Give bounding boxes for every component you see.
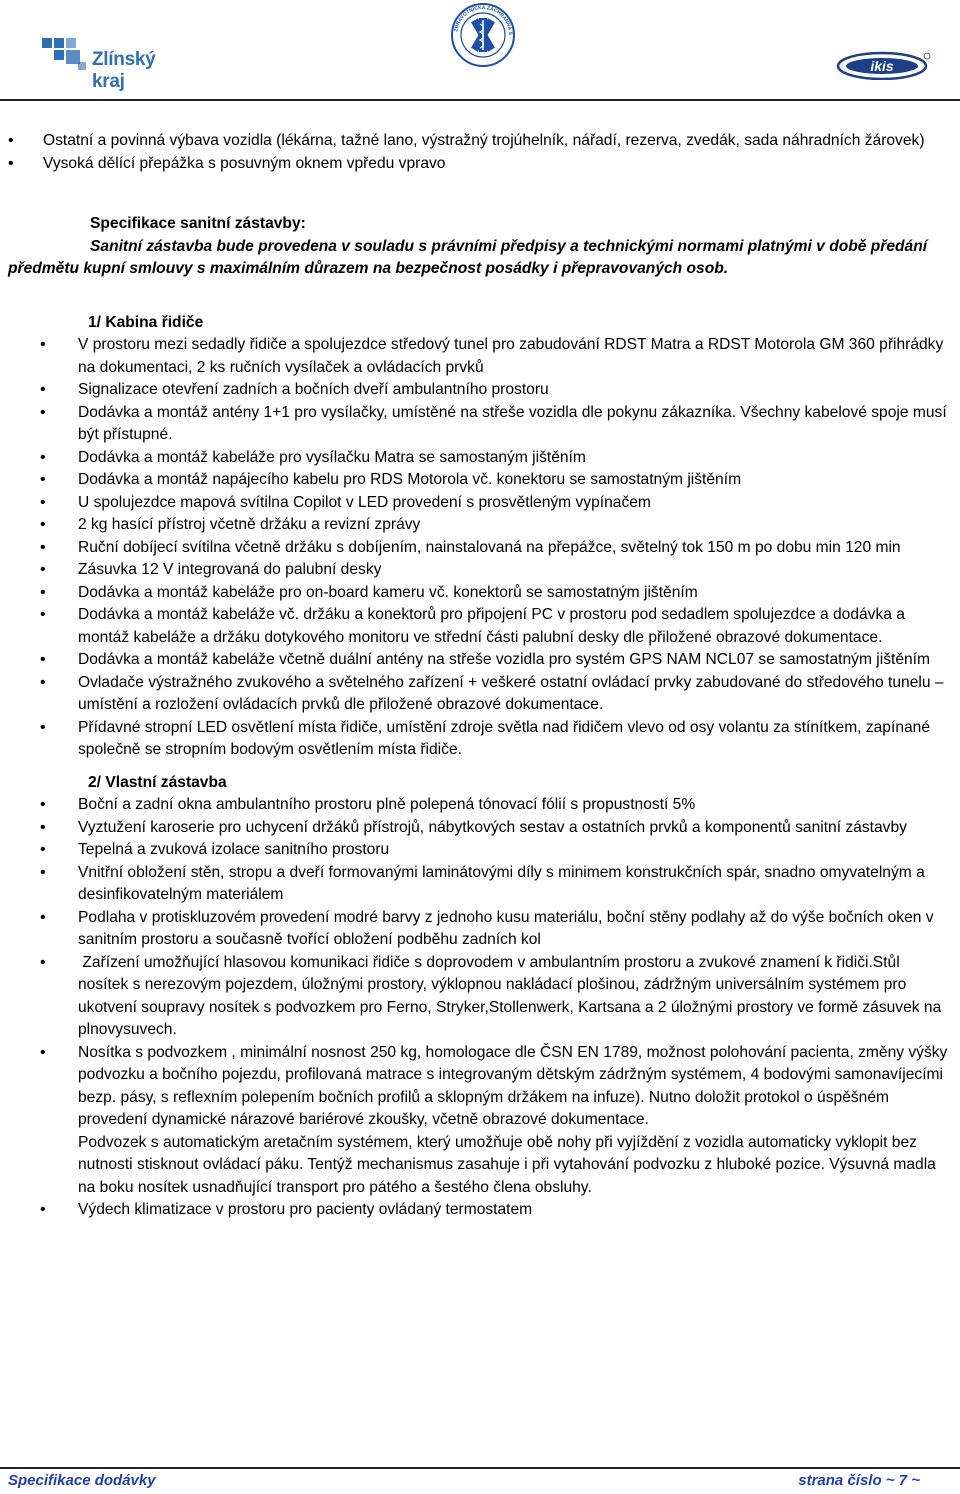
bullet-icon: • [40, 583, 46, 601]
spec-text: Sanitní zástavba bude provedena v souladu s právními předpisy a technickými normami platnými v době předání předmětu kupní smlouvy s maximálním důrazem na bezpečnost posádky i přepravovaných osob. [8, 237, 928, 277]
page-header [0, 0, 960, 100]
bullet-icon: • [40, 561, 46, 578]
section-1-title: 1/ Kabina řidiče [88, 313, 204, 331]
list-item: • 2 kg hasící přístroj včetně držáku a revizní zprávy [0, 514, 960, 537]
bullet-icon: • [40, 538, 46, 556]
bullet-icon: • [40, 336, 46, 353]
list-item: • Dodávka a montáž antény 1+1 pro vysílačky, umístěné na střeše vozidla dle pokynu zákazníka. Všechny kabelové spoje musí být přístupné. [40, 403, 947, 443]
list-item: • Vysoká dělící přepážka s posuvným oknem vpředu vpravo [0, 153, 960, 176]
logo-left-text: Zlínský kraj [92, 49, 156, 92]
list-item: • Přídavné stropní LED osvětlení místa řidiče, umístění zdroje světla nad řidičem vlevo od osy volantu za stínítkem, zapínané společně se stropním bodovým osvětlením místa řidiče. [40, 718, 931, 758]
bullet-icon: • [8, 154, 14, 172]
section-1-list [0, 334, 960, 762]
bullet-icon: • [40, 796, 46, 813]
list-item: • Ovladače výstražného zvukového a světelného zařízení + veškeré ostatní ovládací prvky zabudované do středového tunelu – umístění a rozložení ovládacích prvků dle přiložené obrazové dokumentace. [40, 673, 944, 713]
page-number: strana číslo ~ 7 ~ [798, 1472, 920, 1489]
list-item: • V prostoru mezi sedadly řidiče a spolujezdce středový tunel pro zabudování RDST Matra a RDST Motorola GM 360 přihrádky na dokumentaci, 2 ks ručních vysílaček a ovládacích prvků [40, 336, 944, 376]
section-2-title: 2/ Vlastní zástavba [88, 773, 227, 791]
bullet-icon: • [40, 493, 46, 511]
list-item: • Výdech klimatizace v prostoru pro pacienty ovládaný termostatem [0, 1199, 960, 1222]
bullet-icon: • [40, 381, 46, 398]
header-divider [0, 99, 960, 101]
list-item: • Ostatní a povinná výbava vozidla (lékárna, tažné lano, výstražný trojúhelník, nářadí, rezerva, zvedák, sada náhradních žárovek) [0, 130, 960, 153]
section-2-list [0, 794, 960, 1222]
bullet-icon: • [40, 1201, 46, 1218]
logo-right-text: ikis [870, 58, 894, 74]
list-item: • Zařízení umožňující hlasovou komunikaci řidiče s doprovodem v ambulantním prostoru a zvukové znamení k řidiči.Stůl nosítek s nerezovým pojezdem, úložnými prostory, výklopnou nakládací plošinou, zádržným universálním systémem pro ukotvení soupravy nosítek s podvozkem pro Ferno, Stryker,Stollenwerk, Kartsana a 2 úložnými prostory ve formě zásuvek na plnovysuvech. [40, 953, 946, 1038]
zlinsky-kraj-logo [42, 38, 192, 92]
list-item: • Ruční dobíjecí svítilna včetně držáku s dobíjením, nainstalovaná na přepážce, světelný tok 150 m po dobu min 120 min [0, 537, 960, 560]
bullet-icon: • [40, 448, 46, 466]
footer-divider [0, 1467, 960, 1469]
list-item: Podvozek s automatickým aretačním systémem, který umožňuje obě nohy při vyjíždění z vozidla automaticky vyklopit bez nutnosti stisknout ovládací páku. Tentýž mechanismus zasahuje i při vytahování podvozku z hluboké pozice. Výsuvná madla na boku nosítek usnadňující transport pro pátého a šestého člena obsluhy. [78, 1133, 936, 1196]
list-item: • Dodávka a montáž kabeláže pro on-board kameru vč. konektorů se samostatným jištěním [0, 582, 960, 605]
equipment-list [0, 130, 960, 175]
bullet-icon: • [40, 606, 46, 623]
list-item: • Dodávka a montáž kabeláže včetně duální antény na střeše vozidla pro systém GPS NAM NCL07 se samostatným jištěním [0, 649, 960, 672]
list-item: • Signalizace otevření zadních a bočních dveří ambulantního prostoru [0, 379, 960, 402]
bullet-icon: • [40, 953, 46, 971]
document-body [0, 130, 960, 1222]
list-item: • Vyztužení karoserie pro uchycení držáků přístrojů, nábytkových sestav a ostatních prvků a komponentů sanitní zástavby [0, 817, 960, 840]
bullet-icon: • [40, 863, 46, 881]
list-item: • Dodávka a montáž napájecího kabelu pro RDS Motorola vč. konektoru se samostatným jištěním [0, 469, 960, 492]
logo-center-ring-text: ZDRAVOTNICKÁ ZÁCHRANNÁ S [453, 4, 514, 36]
bullet-icon: • [40, 841, 46, 858]
bullet-icon: • [40, 673, 46, 691]
bullet-icon: • [40, 1043, 46, 1061]
zzs-emblem-icon [450, 2, 516, 68]
list-item: • Dodávka a montáž kabeláže vč. držáku a konektorů pro připojení PC v prostoru pod sedadlem spolujezdce a dodávka a montáž kabeláže a držáku dotykového monitoru ve střední části palubní desky dle přiložené obrazové dokumentace. [40, 606, 905, 646]
list-item: • Nosítka s podvozkem , minimální nosnost 250 kg, homologace dle ČSN EN 1789, možnost polohování pacienta, změny výšky podvozku a bočního pojezdu, profilovaná matrace s integrovaným dětským zádržným systémem, 4 bodovými samonavíjecími bezp. pásy, s reflexním polepením bočních profilů a sklopným držákem na infuze). Nutno doložit protokol o úspěšném provedení dynamické nárazové bariérové zkoušky, včetně obrazové dokumentace. [40, 1043, 948, 1128]
list-item: • Boční a zadní okna ambulantního prostoru plně polepená tónovací fólií s propustností 5% [0, 794, 960, 817]
list-item: • Tepelná a zvuková izolace sanitního prostoru [0, 839, 960, 862]
spec-heading: Specifikace sanitní zástavby: [90, 215, 306, 232]
list-item: • Vnitřní obložení stěn, stropu a dveří formovanými laminátovými díly s minimem konstrukčních spár, snadno omyvatelným a desinfikovatelným materiálem [40, 863, 925, 903]
bullet-icon: • [40, 471, 46, 488]
bullet-icon: • [40, 718, 46, 736]
ikis-logo [836, 50, 932, 80]
list-item: • Dodávka a montáž kabeláže pro vysílačku Matra se samostaným jištěním [0, 447, 960, 470]
bullet-icon: • [40, 516, 46, 533]
bullet-icon: • [40, 818, 46, 836]
bullet-icon: • [8, 132, 14, 149]
bullet-icon: • [40, 908, 46, 926]
list-item: • U spolujezdce mapová svítilna Copilot v LED provedení s prosvětleným vypínačem [0, 492, 960, 515]
list-item: • Podlaha v protiskluzovém provedení modré barvy z jednoho kusu materiálu, boční stěny podlahy až do výše bočních oken v sanitním prostoru a současně tvořící obložení podběhu zadních kol [40, 908, 934, 948]
bullet-icon: • [40, 651, 46, 668]
list-item: • Zásuvka 12 V integrovaná do palubní desky [0, 559, 960, 582]
bullet-icon: • [40, 403, 46, 421]
footer-doc-title: Specifikace dodávky [8, 1472, 156, 1489]
